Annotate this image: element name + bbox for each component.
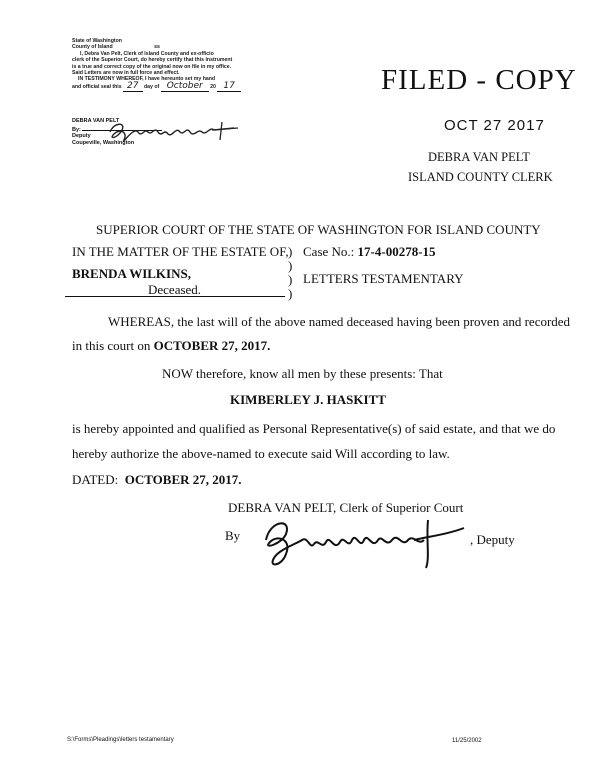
recorded-line: in this court on OCTOBER 27, 2017. (72, 338, 271, 353)
cert-deputy: Deputy (72, 133, 91, 139)
cert-line-1: I, Debra Van Pelt, Clerk of Island County and ex-officio (80, 50, 214, 57)
cert-line-6: and official seal this 27 day of October 20 17 (72, 83, 302, 90)
whereas-paragraph: WHEREAS, the last will of the above named deceased having been proven and recorded (108, 314, 571, 329)
court-heading: SUPERIOR COURT OF THE STATE OF WASHINGTON FOR ISLAND COUNTY (96, 222, 541, 237)
handwritten-year: 17 (217, 81, 240, 92)
stamp-clerk-title: ISLAND COUNTY CLERK (408, 170, 553, 184)
footer-form-date: 11/25/2002 (452, 738, 482, 744)
document-type: LETTERS TESTAMENTARY (303, 271, 464, 286)
now-therefore-line: NOW therefore, know all men by these presents: That (162, 366, 443, 381)
estate-matter: IN THE MATTER OF THE ESTATE OF, (72, 244, 289, 259)
cert-line-2: clerk of the Superior Court, do hereby certify that this instrument (72, 57, 233, 64)
stamp-clerk-name: DEBRA VAN PELT (428, 150, 530, 164)
cert-line-3: is a true and correct copy of the original now on file in my office. (72, 63, 232, 70)
certification-block (72, 38, 302, 90)
footer-file-path: S:\Forms\Pleadings\letters testamentary (67, 737, 174, 743)
deputy-label: , Deputy (470, 532, 515, 547)
handwritten-month: October (161, 81, 209, 92)
decedent-name: BRENDA WILKINS, (72, 266, 191, 281)
filed-stamp: FILED - COPY (381, 64, 577, 96)
authorize-line: hereby authorize the above-named to execute said Will according to law. (72, 446, 450, 461)
cert-location: Coupeville, Washington (72, 139, 135, 146)
by-label: By (225, 528, 241, 543)
caption-paren-2: ) (288, 258, 293, 273)
cert-line-4: Said Letters are now in full force and effect. (72, 70, 180, 77)
handwritten-day: 27 (123, 81, 142, 92)
caption-paren-1: ) (288, 244, 293, 259)
deputy-handwritten-signature (252, 510, 472, 572)
caption-underline (65, 296, 285, 297)
personal-representative-name: KIMBERLEY J. HASKITT (230, 392, 386, 407)
case-number: Case No.: 17-4-00278-15 (303, 244, 436, 259)
caption-paren-3: ) (288, 272, 293, 287)
dated-line: DATED: OCTOBER 27, 2017. (72, 472, 242, 487)
deceased-label: Deceased. (148, 282, 202, 297)
cert-handwritten-signature (104, 118, 244, 146)
cert-signer-name: DEBRA VAN PELT (72, 118, 120, 124)
appointed-line: is hereby appointed and qualified as Personal Representative(s) of said estate, and that we do (72, 421, 556, 436)
cert-line-5: IN TESTIMONY WHEREOF, I have hereunto set my hand (78, 76, 216, 83)
cert-county: County of Island ss (72, 44, 160, 51)
cert-state: State of Washington (72, 38, 122, 44)
clerk-signature-line: DEBRA VAN PELT, Clerk of Superior Court (228, 500, 464, 515)
cert-by-row: By: (72, 125, 162, 134)
filed-date-stamp: OCT 27 2017 (444, 117, 545, 134)
caption-paren-4: ) (288, 286, 293, 301)
